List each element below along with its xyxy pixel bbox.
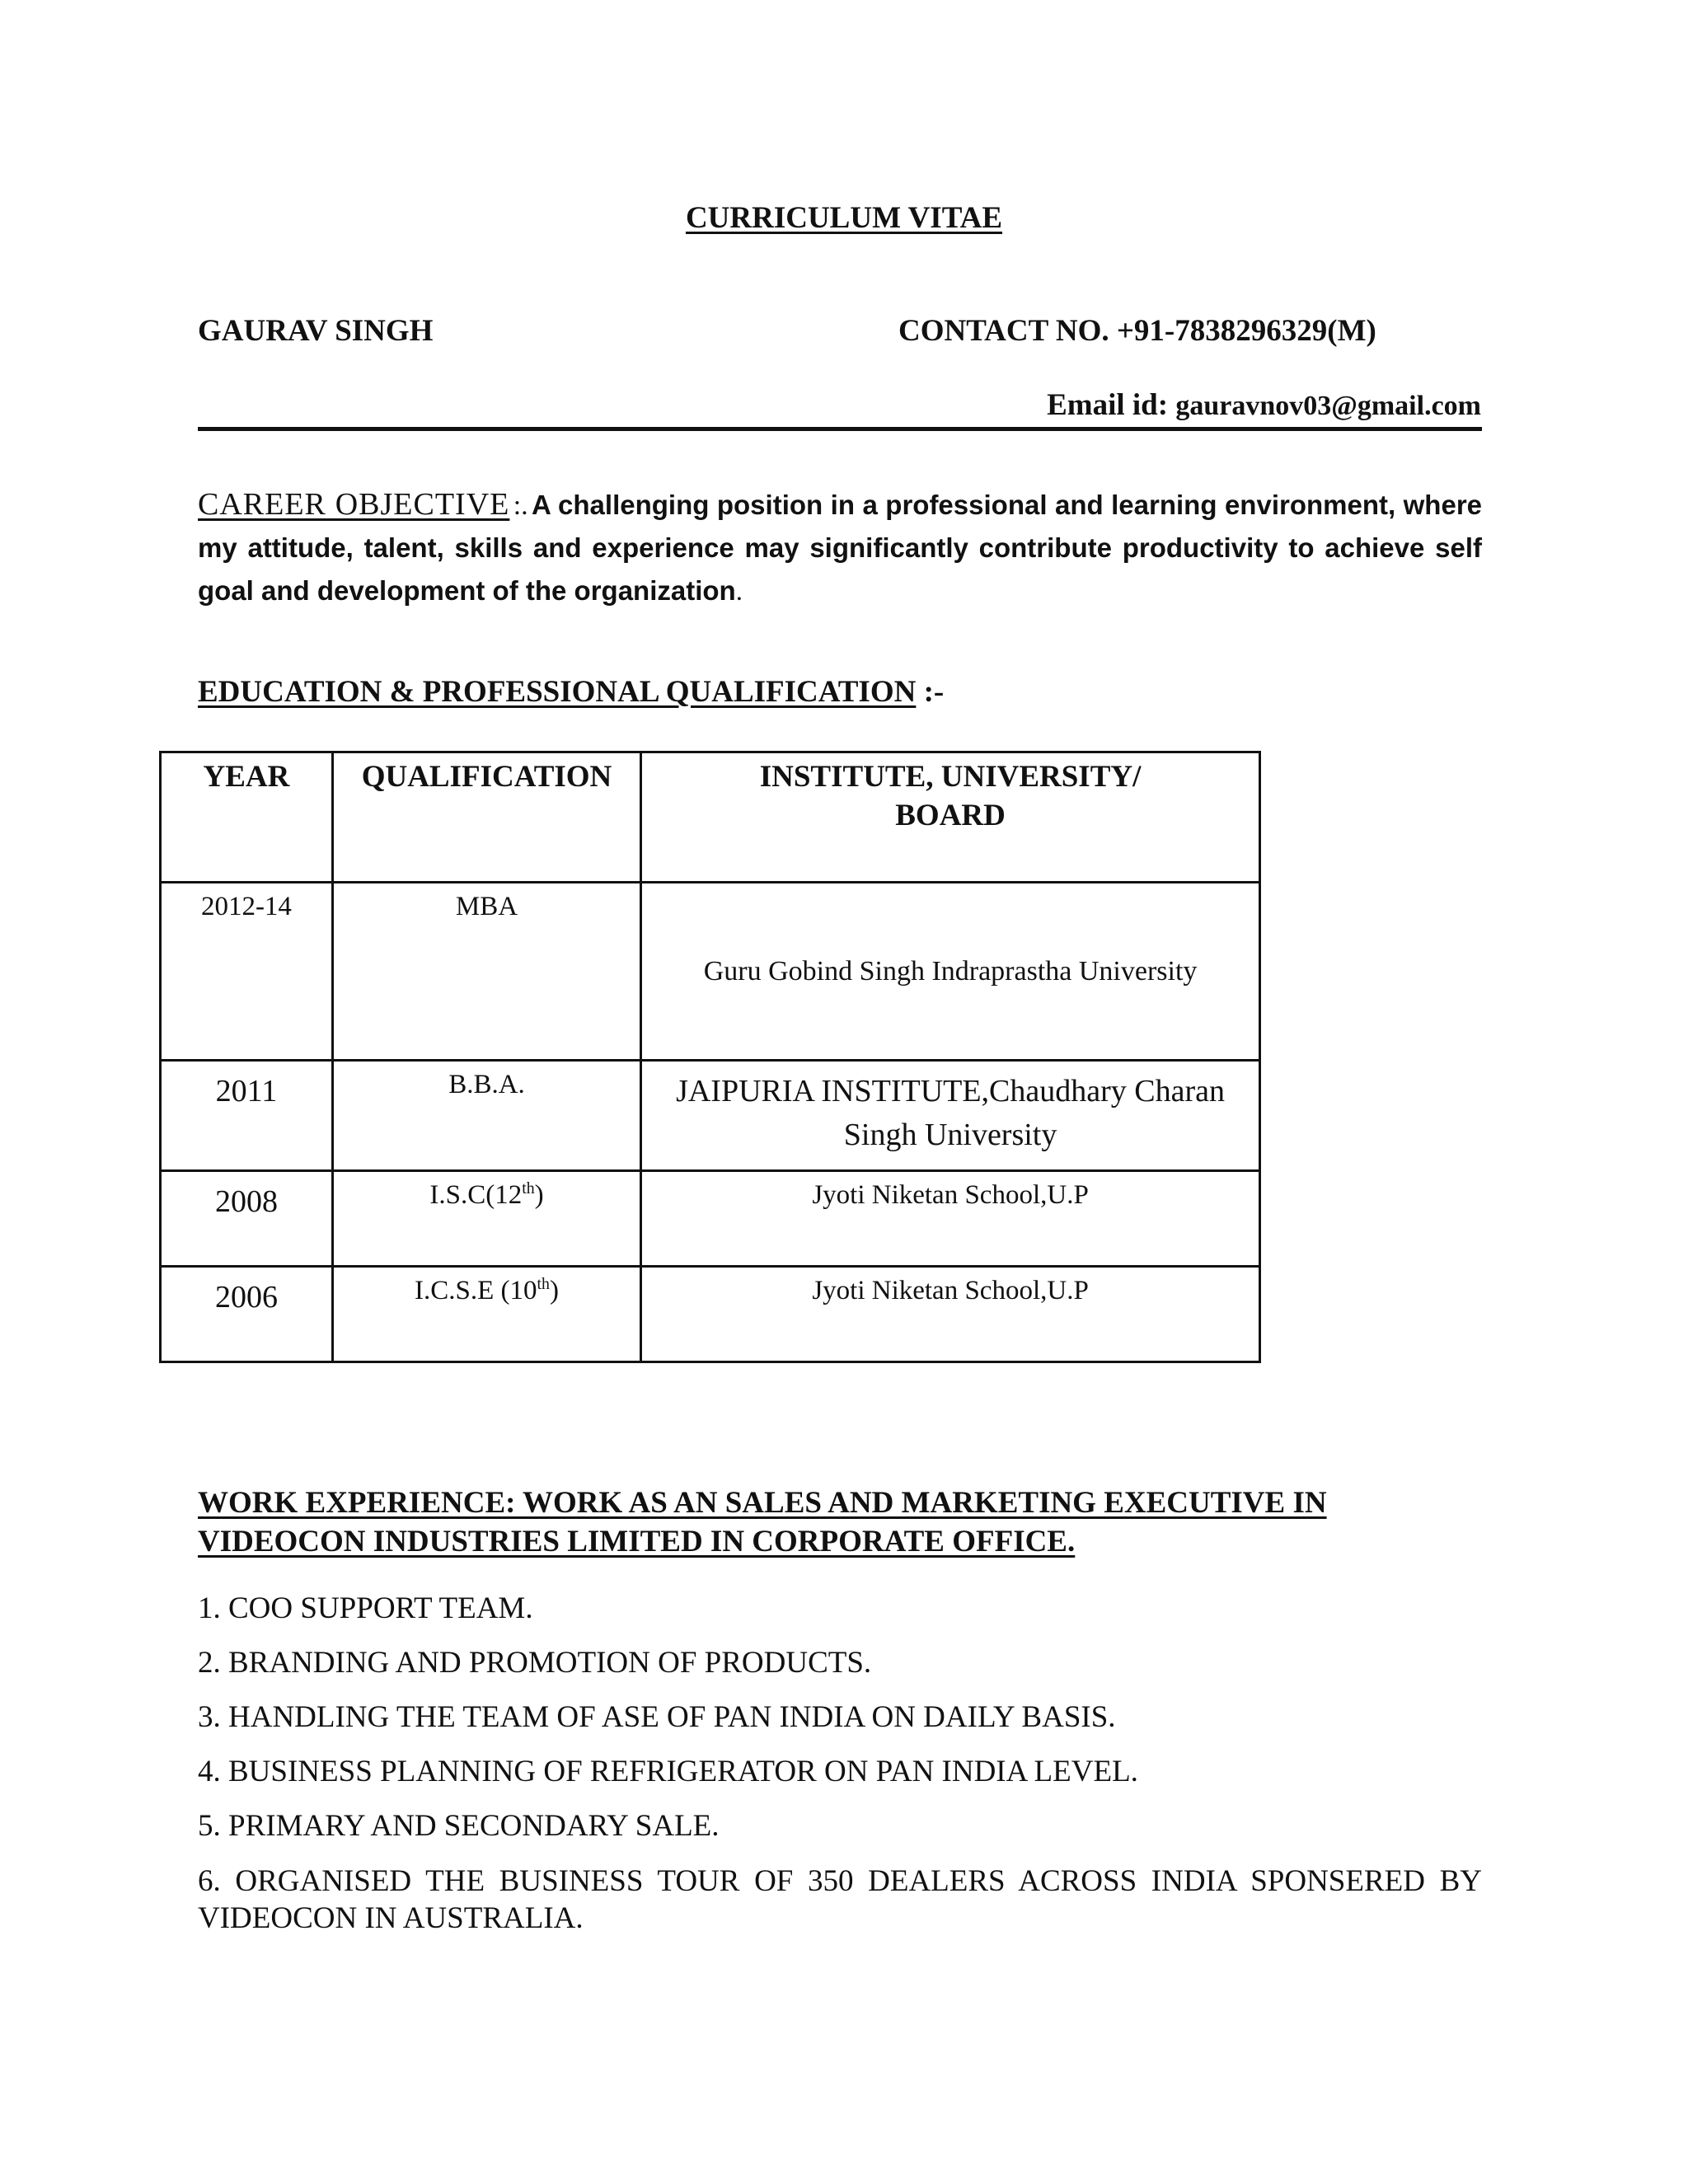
row-institute: Jyoti Niketan School,U.P xyxy=(641,1171,1260,1267)
column-header-institute-line2: BOARD xyxy=(895,799,1006,832)
qualification-end: ) xyxy=(534,1180,544,1210)
email-line xyxy=(1047,387,1481,423)
row-institute: Guru Gobind Singh Indraprastha University xyxy=(641,883,1260,1061)
email-address: gauravnov03@gmail.com xyxy=(1175,391,1481,421)
qualification-superscript: th xyxy=(537,1275,550,1293)
email-label: Email id: xyxy=(1047,388,1169,422)
column-header-qualification: QUALIFICATION xyxy=(332,752,640,883)
row-qualification xyxy=(332,1267,640,1362)
row-year: 2012-14 xyxy=(161,883,333,1061)
career-objective-heading: CAREER OBJECTIVE xyxy=(198,487,510,522)
row-qualification: B.B.A. xyxy=(332,1061,640,1171)
row-institute: Jyoti Niketan School,U.P xyxy=(641,1267,1260,1362)
qualification-text: I.C.S.E (10 xyxy=(415,1276,537,1305)
education-heading-suffix: :- xyxy=(923,675,945,709)
row-institute: JAIPURIA INSTITUTE,Chaudhary Charan Singh University xyxy=(641,1061,1260,1171)
table-row xyxy=(161,883,1260,1061)
row-year: 2011 xyxy=(161,1061,333,1171)
education-table xyxy=(159,751,1261,1363)
work-experience-list xyxy=(198,1591,1482,1955)
header-divider xyxy=(198,427,1482,431)
work-experience-heading xyxy=(198,1483,1327,1561)
qualification-end: ) xyxy=(549,1276,559,1305)
table-row xyxy=(161,1061,1260,1171)
list-item: 5. PRIMARY AND SECONDARY SALE. xyxy=(198,1809,720,1843)
column-header-institute xyxy=(641,752,1260,883)
document-title: CURRICULUM VITAE xyxy=(685,201,1003,235)
list-item: 6. ORGANISED THE BUSINESS TOUR OF 350 DEALERS ACROSS INDIA SPONSERED BY VIDEOCON IN AUSTRALIA. xyxy=(198,1864,1482,1935)
column-header-year: YEAR xyxy=(161,752,333,883)
column-header-institute-line1: INSTITUTE, UNIVERSITY/ xyxy=(759,760,1142,794)
row-qualification xyxy=(332,1171,640,1267)
career-objective-end: . xyxy=(735,577,743,607)
work-heading-line1: WORK EXPERIENCE: WORK AS AN SALES AND MARKETING EXECUTIVE IN xyxy=(198,1486,1327,1520)
career-objective-text: A challenging position in a professional and learning environment, where my attitude, talent, skills and experience may significantly contribute productivity to achieve self goal and development of the organization xyxy=(198,490,1483,606)
row-qualification: MBA xyxy=(332,883,640,1061)
education-heading-text: EDUCATION & PROFESSIONAL QUALIFICATION xyxy=(198,675,917,709)
list-item: 2. BRANDING AND PROMOTION OF PRODUCTS. xyxy=(198,1646,872,1680)
table-header-row xyxy=(161,752,1260,883)
qualification-text: I.S.C(12 xyxy=(429,1180,523,1210)
table-row xyxy=(161,1267,1260,1362)
list-item: 3. HANDLING THE TEAM OF ASE OF PAN INDIA ON DAILY BASIS. xyxy=(198,1700,1116,1734)
list-item: 1. COO SUPPORT TEAM. xyxy=(198,1591,533,1625)
contact-number: CONTACT NO. +91-7838296329(M) xyxy=(898,314,1376,348)
table-row xyxy=(161,1171,1260,1267)
candidate-name: GAURAV SINGH xyxy=(198,314,434,348)
work-heading-line2: VIDEOCON INDUSTRIES LIMITED IN CORPORATE OFFICE. xyxy=(198,1525,1076,1558)
row-year: 2006 xyxy=(161,1267,333,1362)
career-objective-separator: :. xyxy=(513,490,528,521)
career-objective xyxy=(198,486,1482,615)
education-heading xyxy=(198,674,944,710)
row-year: 2008 xyxy=(161,1171,333,1267)
list-item: 4. BUSINESS PLANNING OF REFRIGERATOR ON PAN INDIA LEVEL. xyxy=(198,1755,1138,1788)
qualification-superscript: th xyxy=(522,1179,535,1197)
